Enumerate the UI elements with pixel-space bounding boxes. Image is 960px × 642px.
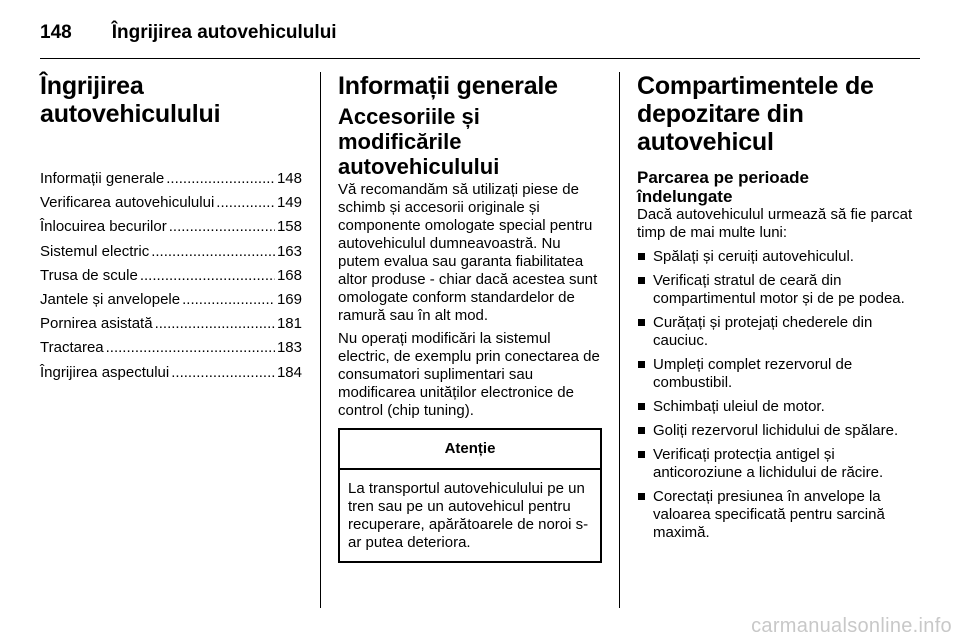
toc-entry[interactable] xyxy=(40,170,302,194)
toc-entry[interactable] xyxy=(40,194,302,218)
intro-paragraph: Dacă autovehiculul urmează să fie parcat timp de mai multe luni: xyxy=(637,206,913,241)
subsection-heading-line1: Parcarea pe perioade xyxy=(637,168,809,187)
toc-page: 169 xyxy=(276,290,302,308)
section-heading-line2: depozitare din autovehicul xyxy=(637,100,804,156)
toc-entry[interactable] xyxy=(40,339,302,363)
toc-label: Jantele și anvelopele xyxy=(40,290,181,308)
toc-entry[interactable] xyxy=(40,291,302,315)
toc-leader xyxy=(151,243,275,261)
subsection-heading-line2: autovehiculului xyxy=(338,154,500,179)
toc-leader xyxy=(166,170,275,188)
square-bullet-icon xyxy=(638,361,645,368)
table-of-contents xyxy=(40,170,302,388)
list-item-text: Spălați și ceruiți autovehiculul. xyxy=(653,248,854,265)
subsection-heading-line2: îndelungate xyxy=(637,187,733,206)
list-item xyxy=(637,398,922,416)
subsection-heading-line1: Accesoriile și modificările xyxy=(338,104,480,154)
toc-page: 148 xyxy=(276,170,302,187)
toc-entry[interactable] xyxy=(40,267,302,291)
caution-box xyxy=(338,428,602,563)
parking-checklist xyxy=(637,248,922,542)
square-bullet-icon xyxy=(638,253,645,260)
section-heading: Informații generale xyxy=(338,72,558,100)
section-heading xyxy=(637,72,922,156)
list-item xyxy=(637,248,922,266)
list-item-text: Schimbați uleiul de motor. xyxy=(653,398,825,415)
watermark: carmanualsonline.info xyxy=(751,615,952,637)
toc-page: 149 xyxy=(276,194,302,212)
square-bullet-icon xyxy=(638,493,645,500)
chapter-title: Îngrijirea autovehiculului xyxy=(111,22,337,43)
section-heading-line1: Compartimentele de xyxy=(637,72,874,100)
square-bullet-icon xyxy=(638,427,645,434)
toc-leader xyxy=(216,194,275,212)
toc-entry[interactable] xyxy=(40,243,302,267)
list-item xyxy=(637,272,922,308)
list-item-text: Goliți rezervorul lichidului de spălare. xyxy=(653,422,899,439)
toc-page: 181 xyxy=(276,315,302,333)
toc-entry[interactable] xyxy=(40,315,302,339)
list-item xyxy=(637,488,922,542)
toc-label: Înlocuirea becurilor xyxy=(40,218,167,236)
body-paragraph: Nu operați modificări la sistemul electric, de exemplu prin conectarea de consumatori suplimentari sau modificarea unităților electronice de control (chip tuning). xyxy=(338,330,600,419)
toc-label: Sistemul electric xyxy=(40,242,150,260)
toc-label: Informații generale xyxy=(40,170,165,187)
toc-page: 184 xyxy=(276,363,302,381)
toc-page: 158 xyxy=(276,218,302,236)
list-item-text: Verificați protecția antigel și anticoroziune a lichidului de răcire. xyxy=(653,446,884,481)
chapter-heading xyxy=(40,72,302,128)
general-info-column xyxy=(338,72,604,563)
toc-leader xyxy=(171,364,275,382)
list-item xyxy=(637,314,922,350)
toc-label: Pornirea asistată xyxy=(40,315,153,333)
list-item xyxy=(637,356,922,392)
square-bullet-icon xyxy=(638,277,645,284)
toc-label: Trusa de scule xyxy=(40,266,138,284)
column-divider-2 xyxy=(619,72,620,608)
chapter-heading-line1: Îngrijirea xyxy=(40,72,144,100)
column-divider-1 xyxy=(320,72,321,608)
list-item-text: Verificați stratul de ceară din compartimentul motor și de pe podea. xyxy=(653,272,905,307)
toc-entry[interactable] xyxy=(40,364,302,388)
list-item xyxy=(637,422,922,440)
toc-leader xyxy=(169,218,275,236)
subsection-heading xyxy=(637,168,922,206)
toc-label: Verificarea autovehiculului xyxy=(40,194,215,212)
chapter-toc-column xyxy=(40,72,302,388)
toc-leader xyxy=(155,315,275,333)
list-item-text: Curățați și protejați chederele din cauciuc. xyxy=(653,314,873,349)
page-header xyxy=(40,22,337,50)
toc-page: 183 xyxy=(276,339,302,357)
caution-heading: Atenție xyxy=(340,430,600,470)
toc-page: 168 xyxy=(276,266,302,284)
toc-leader xyxy=(106,339,275,357)
caution-text: La transportul autovehiculului pe un tren sau pe un autovehicul pentru recuperare, apărătoarele de noroi s-ar putea deteriora. xyxy=(348,480,589,551)
toc-leader xyxy=(182,291,275,309)
toc-page: 163 xyxy=(276,242,302,260)
body-paragraph: Vă recomandăm să utilizați piese de schimb și accesorii originale și componente omologate special pentru autovehiculul dumneavoastră. Nu putem evalua sau garanta fiabilitatea altor produse - chiar dacă acestea sunt omologate conform standardelor de ramură sau în alt mod. xyxy=(338,181,598,324)
toc-leader xyxy=(140,267,275,285)
list-item-text: Corectați presiunea în anvelope la valoarea specificată pentru sarcină maximă. xyxy=(653,488,885,541)
storage-column xyxy=(637,72,922,548)
page-number: 148 xyxy=(40,22,72,43)
chapter-heading-line2: autovehiculului xyxy=(40,100,221,128)
list-item-text: Umpleți complet rezervorul de combustibil. xyxy=(653,356,853,391)
list-item xyxy=(637,446,922,482)
toc-entry[interactable] xyxy=(40,218,302,242)
subsection-heading xyxy=(338,104,604,179)
toc-label: Îngrijirea aspectului xyxy=(40,363,170,381)
square-bullet-icon xyxy=(638,319,645,326)
square-bullet-icon xyxy=(638,451,645,458)
toc-label: Tractarea xyxy=(40,339,104,357)
square-bullet-icon xyxy=(638,403,645,410)
header-divider xyxy=(40,58,920,59)
